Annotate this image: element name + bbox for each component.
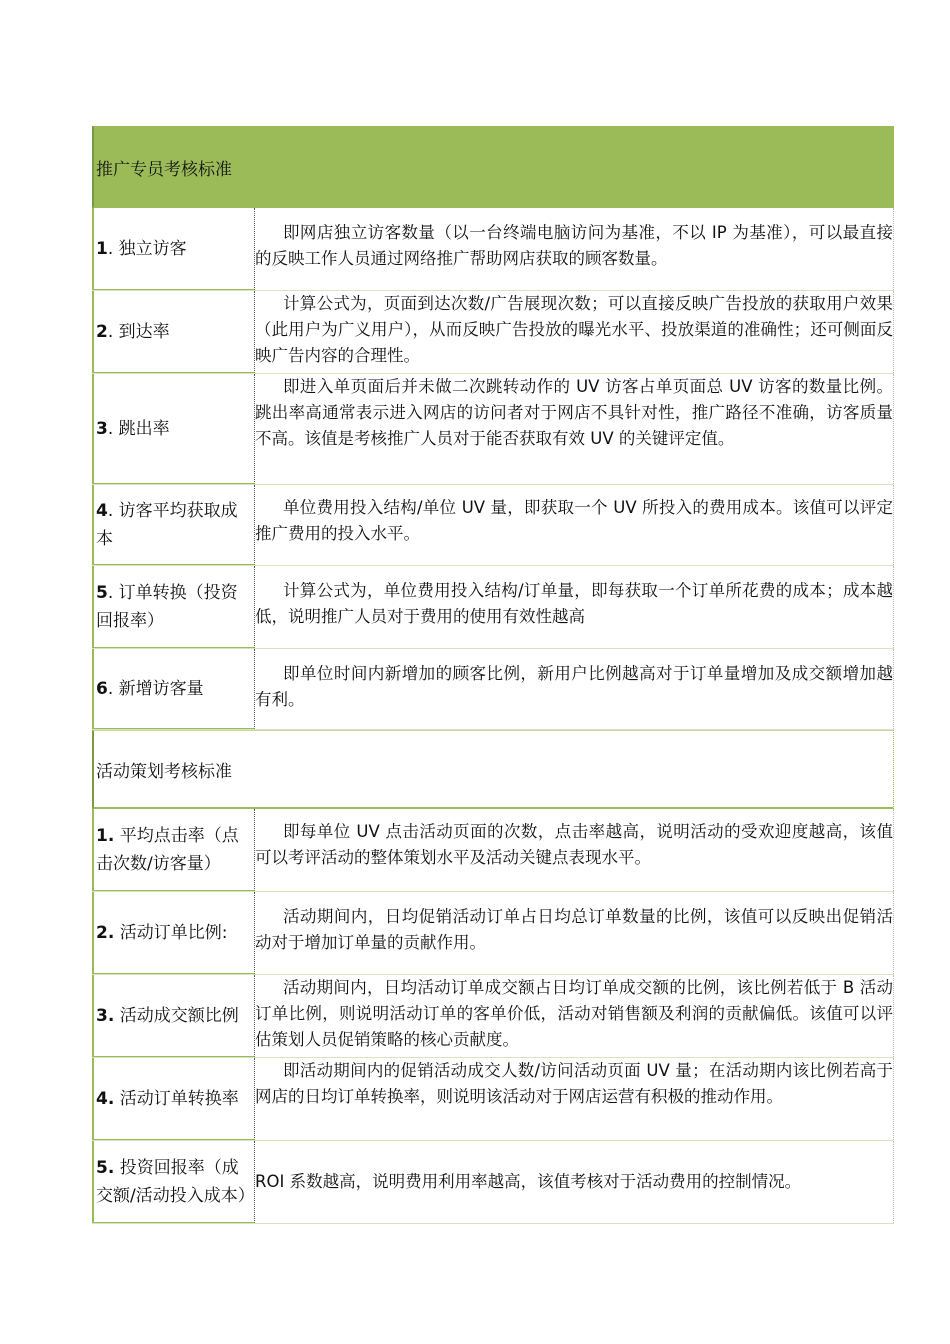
table-row — [92, 208, 894, 291]
section-header-promotion — [92, 126, 894, 208]
section-title: 活动策划考核标准 — [96, 761, 232, 782]
metric-label: 3. 跳出率 — [92, 374, 255, 484]
metric-description: 即进入单页面后并未做二次跳转动作的 UV 访客占单页面总 UV 访客的数量比例。跳出率高通常表示进入网店的访问者对于网店不具针对性，推广路径不准确，访客质量不高。该值是考核推广人员对于能否获取有效 UV 的关键评定值。 — [255, 374, 894, 484]
metric-label: 4. 访客平均获取成本 — [92, 485, 255, 565]
table-row — [92, 485, 894, 566]
metric-label: 1. 独立访客 — [92, 208, 255, 290]
metric-description: ROI 系数越高，说明费用利用率越高，该值考核对于活动费用的控制情况。 — [255, 1141, 894, 1223]
metric-description: 计算公式为，单位费用投入结构/订单量，即每获取一个订单所花费的成本；成本越低，说明推广人员对于费用的使用有效性越高 — [255, 566, 894, 648]
metric-description: 即网店独立访客数量（以一台终端电脑访问为基准，不以 IP 为基准），可以最直接的反映工作人员通过网络推广帮助网店获取的顾客数量。 — [255, 208, 894, 290]
section-title: 推广专员考核标准 — [96, 159, 232, 180]
assessment-document — [92, 126, 894, 1224]
metric-description: 单位费用投入结构/单位 UV 量，即获取一个 UV 所投入的费用成本。该值可以评定推广费用的投入水平。 — [255, 485, 894, 565]
metric-description: 计算公式为，页面到达次数/广告展现次数；可以直接反映广告投放的获取用户效果（此用户为广义用户），从而反映广告投放的曝光水平、投放渠道的准确性；还可侧面反映广告内容的合理性。 — [255, 291, 894, 373]
table-row — [92, 566, 894, 649]
metric-description: 即每单位 UV 点击活动页面的次数，点击率越高，说明活动的受欢迎度越高，该值可以考评活动的整体策划水平及活动关键点表现水平。 — [255, 809, 894, 891]
metric-label: 2. 到达率 — [92, 291, 255, 373]
table-row — [92, 1058, 894, 1141]
table-row — [92, 892, 894, 975]
metric-label: 3. 活动成交额比例 — [92, 975, 255, 1057]
metric-description: 即活动期间内的促销活动成交人数/访问活动页面 UV 量；在活动期内该比例若高于网店的日均订单转换率，则说明该活动对于网店运营有积极的推动作用。 — [255, 1058, 894, 1140]
table-row — [92, 374, 894, 485]
metric-label: 5. 订单转换（投资回报率） — [92, 566, 255, 648]
table-row — [92, 1141, 894, 1224]
section-header-campaign — [92, 730, 894, 809]
metric-label: 1. 平均点击率（点击次数/访客量） — [92, 809, 255, 891]
table-row — [92, 975, 894, 1058]
table-row — [92, 649, 894, 730]
table-row — [92, 291, 894, 374]
metric-label: 5. 投资回报率（成交额/活动投入成本） — [92, 1141, 255, 1223]
metric-description: 活动期间内，日均活动订单成交额占日均订单成交额的比例，该比例若低于 B 活动订单比例，则说明活动订单的客单价低，活动对销售额及利润的贡献偏低。该值可以评估策划人员促销策略的核心贡献度。 — [255, 975, 894, 1057]
metric-description: 活动期间内，日均促销活动订单占日均总订单数量的比例，该值可以反映出促销活动对于增加订单量的贡献作用。 — [255, 892, 894, 974]
metric-label: 4. 活动订单转换率 — [92, 1058, 255, 1140]
table-row — [92, 809, 894, 892]
metric-label: 6. 新增访客量 — [92, 649, 255, 729]
metric-label: 2. 活动订单比例: — [92, 892, 255, 974]
metric-description: 即单位时间内新增加的顾客比例，新用户比例越高对于订单量增加及成交额增加越有利。 — [255, 649, 894, 729]
